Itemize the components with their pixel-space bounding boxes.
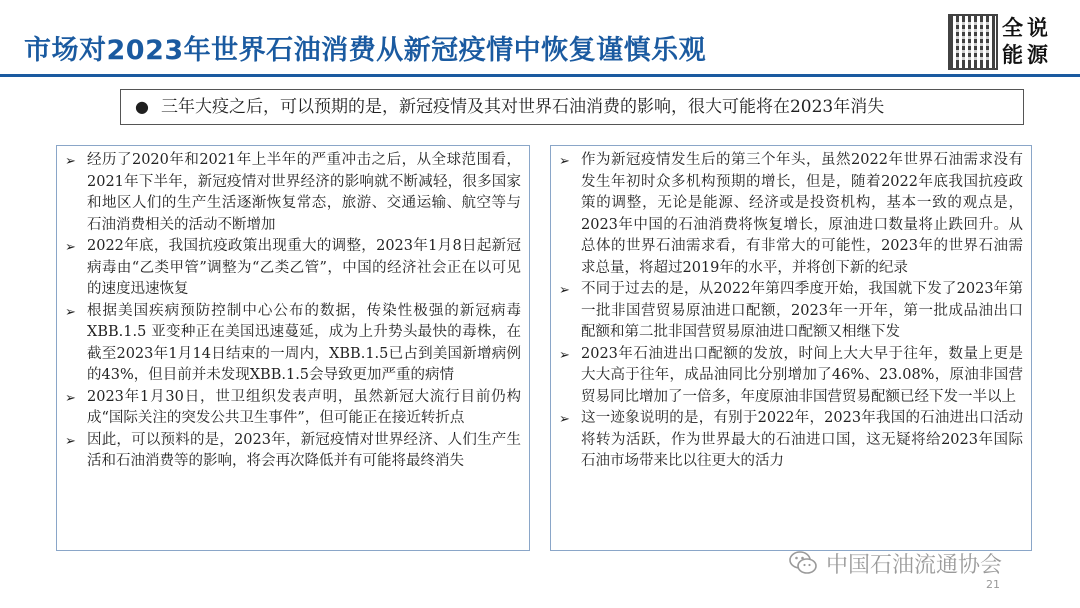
brand-text-top: 全说 — [1002, 15, 1052, 40]
summary-text: 三年大疫之后，可以预期的是，新冠疫情及其对世界石油消费的影响，很大可能将在2023年消失 — [160, 97, 885, 117]
footer-org-name: 中国石油流通协会 — [826, 552, 1003, 578]
left-text-panel — [56, 145, 530, 551]
bullet-dot-icon: ● — [135, 97, 149, 116]
arrow-bullet-icon: ➢ — [559, 283, 570, 298]
right-text-panel — [550, 145, 1032, 551]
list-item-text: 2023年石油进出口配额的发放，时间上大大早于往年，数量上更是大大高于往年，成品油同比分别增加了46%、23.08%，原油非国营贸易同比增加了一倍多，年度原油非国营贸易配额已经下发一半以上 — [581, 345, 1023, 405]
page-number: 21 — [986, 578, 1000, 591]
list-item-text: 不同于过去的是，从2022年第四季度开始，我国就下发了2023年第一批非国营贸易原油进口配额，2023年一开年，第一批成品油出口配额和第二批非国营贸易原油进口配额又相继下发 — [581, 281, 1023, 340]
page-title: 市场对2023年世界石油消费从新冠疫情中恢复谨慎乐观 — [24, 35, 707, 66]
arrow-bullet-icon: ➢ — [65, 433, 76, 449]
brand-text — [1002, 14, 1058, 72]
title-divider — [0, 74, 1080, 77]
list-item — [65, 236, 521, 301]
arrow-bullet-icon: ➢ — [559, 412, 570, 427]
arrow-bullet-icon: ➢ — [65, 304, 76, 320]
arrow-bullet-icon: ➢ — [65, 154, 76, 169]
summary-box — [120, 89, 1024, 125]
list-item — [65, 430, 521, 473]
list-item-text: 作为新冠疫情发生后的第三个年头，虽然2022年世界石油需求没有发生年初时众多机构预期的增长，但是，随着2022年底我国抗疫政策的调整，无论是能源、经济或是投资机构，基本一致的观点是，2023年中国的石油消费将恢复增长，原油进口数量将止跌回升。从总体的世界石油需求看，有非常大的可能性，2023年的世界石油需求总量，将超过2019年的水平，并将创下新的纪录 — [581, 152, 1023, 276]
list-item — [65, 301, 521, 387]
arrow-bullet-icon: ➢ — [65, 240, 76, 255]
list-item-text: 根据美国疾病预防控制中心公布的数据，传染性极强的新冠病毒XBB.1.5 亚变种正在美国迅速蔓延，成为上升势头最快的毒株，在截至2023年1月14日结束的一周内，XBB.1.5已占到美国新增病例的43%，但目前并未发现XBB.1.5会导致更加严重的病情 — [87, 302, 521, 383]
footer-watermark — [788, 548, 1048, 578]
wechat-icon — [788, 550, 818, 576]
arrow-bullet-icon: ➢ — [559, 347, 570, 363]
list-item — [559, 279, 1023, 344]
brand-logo — [948, 14, 1058, 72]
list-item — [65, 387, 521, 430]
list-item-text: 2023年1月30日，世卫组织发表声明，虽然新冠大流行目前仍构成“国际关注的突发公共卫生事件”，但可能正在接近转折点 — [87, 388, 521, 426]
list-item — [65, 150, 521, 236]
list-item-text: 因此，可以预料的是，2023年，新冠疫情对世界经济、人们生产生活和石油消费等的影响，将会再次降低并有可能将最终消失 — [87, 431, 521, 469]
arrow-bullet-icon: ➢ — [65, 390, 76, 406]
arrow-bullet-icon: ➢ — [559, 154, 570, 169]
list-item — [559, 408, 1023, 473]
list-item — [559, 150, 1023, 279]
qr-code-icon — [948, 14, 998, 70]
brand-text-bottom: 能源 — [1002, 42, 1052, 67]
list-item-text: 经历了2020年和2021年上半年的严重冲击之后，从全球范围看，2021年下半年，新冠疫情对世界经济的影响就不断减轻，很多国家和地区人们的生产生活逐渐恢复常态，旅游、交通运输、航空等与石油消费相关的活动不断增加 — [87, 152, 521, 233]
list-item-text: 2022年底，我国抗疫政策出现重大的调整，2023年1月8日起新冠病毒由“乙类甲管”调整为“乙类乙管”，中国的经济社会正在以可见的速度迅速恢复 — [87, 238, 521, 297]
list-item-text: 这一迹象说明的是，有别于2022年，2023年我国的石油进出口活动将转为活跃，作为世界最大的石油进口国，这无疑将给2023年国际石油市场带来比以往更大的活力 — [581, 410, 1023, 469]
list-item — [559, 344, 1023, 409]
